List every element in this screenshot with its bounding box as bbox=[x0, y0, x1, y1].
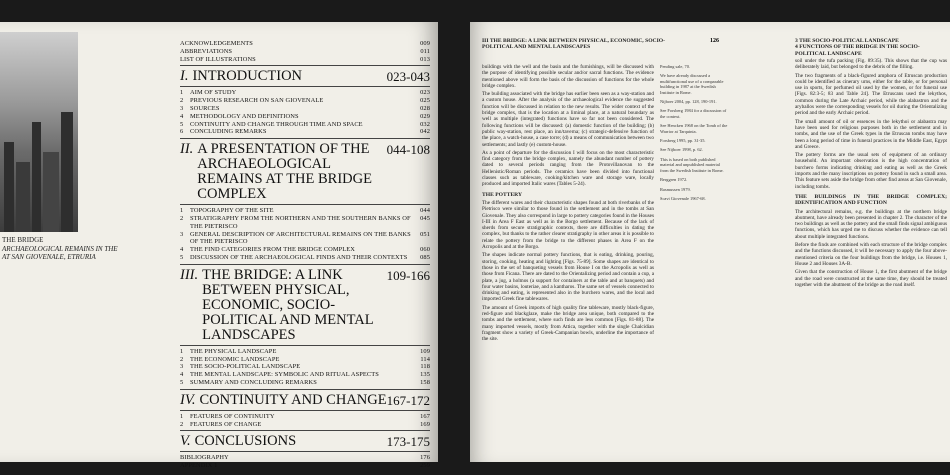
footnote: Nijboer 2004, pp. 128, 190-191. bbox=[660, 99, 717, 105]
toc-entry-title: LIST OF ILLUSTRATIONS bbox=[180, 55, 256, 63]
paragraph: Given that the construction of House 1, the first abutment of the bridge and the road were constructed at the same time, they should be treated together with the abutment of the bridge as the road itself. bbox=[795, 269, 947, 288]
toc-divider bbox=[180, 86, 430, 87]
toc-section-row bbox=[180, 356, 430, 364]
section-number: 4 bbox=[180, 112, 184, 120]
section-title: PREVIOUS RESEARCH ON SAN GIOVENALE bbox=[190, 97, 324, 105]
section-page: 044 bbox=[420, 207, 430, 215]
section-page: 109 bbox=[420, 347, 430, 355]
toc-divider bbox=[180, 345, 430, 346]
toc-section-row bbox=[180, 97, 430, 105]
footnote: Forsberg 1995, pp. 31-35. bbox=[660, 138, 706, 144]
toc-entry-title: APPENDIX 1 bbox=[180, 462, 218, 470]
toc-chapter-heading bbox=[180, 434, 430, 449]
section-number: 4 bbox=[180, 371, 184, 379]
section-title: TOPOGRAPHY OF THE SITE bbox=[190, 207, 274, 215]
column-2 bbox=[795, 58, 947, 290]
chapter-number: V. bbox=[180, 433, 191, 450]
toc-divider bbox=[180, 389, 430, 390]
section-title: METHODOLOGY AND DEFINITIONS bbox=[190, 112, 299, 120]
left-page bbox=[0, 22, 438, 470]
footnote: Rasmussen 1979. bbox=[660, 186, 691, 192]
toc-section-row bbox=[180, 413, 430, 421]
section-page: 045 bbox=[420, 214, 430, 222]
running-head-left: III THE BRIDGE: A LINK BETWEEN PHYSICAL, ECONOMIC, SOCIO-POLITICAL AND MENTAL LANDSCAPES bbox=[482, 38, 665, 51]
section-page: 042 bbox=[420, 128, 430, 136]
section-page: 032 bbox=[420, 120, 430, 128]
chapter-title: INTRODUCTION bbox=[192, 68, 303, 85]
toc-chapter-heading bbox=[180, 393, 430, 408]
section-number: 2 bbox=[180, 97, 184, 105]
section-title: CONTINUITY AND CHANGE THROUGH TIME AND SPACE bbox=[190, 120, 363, 128]
toc-section-row bbox=[180, 215, 430, 231]
paragraph: The small amount of oil or essences in the lekythoi or alabastra may have been used for religious purposes both in the settlement and in tombs, and the use of the Greek types in the Etruscan tombs may have been a long period of time in funeral practices in the Middle East, Egypt and Greece. bbox=[795, 118, 947, 150]
toc-entry-page: 259 bbox=[420, 462, 430, 470]
toc-entry-title: ACKNOWLEDGEMENTS bbox=[180, 40, 253, 47]
paragraph: Before the finds are combined with each structure of the bridge complex and the functions discussed, it will be necessary to apply the four above-mentioned criteria on the four buildings from the bridge, i.e. Houses 1, House 2 and Houses 3A-B. bbox=[795, 242, 947, 267]
section-page: 114 bbox=[420, 355, 430, 363]
section-page: 167 bbox=[420, 412, 430, 420]
section-number: 6 bbox=[180, 128, 184, 136]
toc-section-row bbox=[180, 379, 430, 387]
subheading: THE POTTERY bbox=[482, 191, 523, 198]
section-title: THE ECONOMIC LANDSCAPE bbox=[190, 355, 280, 363]
toc-section-row bbox=[180, 254, 430, 262]
toc-section-row bbox=[180, 371, 430, 379]
toc-divider bbox=[180, 264, 430, 265]
section-number: 5 bbox=[180, 253, 184, 261]
running-head-right bbox=[795, 38, 945, 57]
chapter-title: CONCLUSIONS bbox=[194, 433, 297, 450]
footnote: This is based on both published material and unpublished material from the Swedish Institute in Rome. bbox=[660, 156, 724, 173]
section-number: 3 bbox=[180, 363, 184, 371]
footnote: See Hencken 1968 on the Tomb of the Warrior at Tarquinia. bbox=[660, 123, 728, 134]
paragraph: The different wares and their characteristic shapes found at both riverbanks of the Pietrisco were similar to those found in the settlement and in the tombs at San Giovenale. They also correspond in large to pottery categories found in the Houses I-III in Area F East as well as in the Borgo settlement. Because of the lack of sherds from secure stratigraphic contexts, there are difficulties in dating the complex, but thanks to the rather clearer stratigraphy in other areas it is possible to relate the pottery from the bridge to the different phases in Area F on the Acropolis and at the Borgo. bbox=[482, 199, 654, 251]
section-page: 029 bbox=[420, 112, 430, 120]
toc-entry-title: BIBLIOGRAPHY bbox=[180, 454, 229, 462]
running-head-line: 4 FUNCTIONS OF THE BRIDGE IN THE SOCIO-POLITICAL LANDSCAPE bbox=[795, 44, 920, 57]
running-head-line: 3 THE SOCIO-POLITICAL LANDSCAPE bbox=[795, 38, 899, 44]
footnote: See Nijboer 1998, p. 62. bbox=[660, 147, 703, 153]
section-page: 023 bbox=[420, 89, 430, 97]
section-number: 5 bbox=[180, 378, 184, 386]
section-number: 4 bbox=[180, 246, 184, 254]
section-title: FEATURES OF CONTINUITY bbox=[190, 412, 275, 420]
section-title: GENERAL DESCRIPTION OF ARCHITECTURAL REMAINS ON THE BANKS OF THE PIETRISCO bbox=[190, 230, 411, 246]
footnotes-column bbox=[660, 64, 728, 205]
footnote: Pending sale, 70. bbox=[660, 64, 690, 69]
section-page: 118 bbox=[420, 363, 430, 371]
toc-divider bbox=[180, 138, 430, 139]
table-of-contents bbox=[180, 40, 430, 470]
toc-divider bbox=[180, 204, 430, 205]
section-title: STRATIGRAPHY FROM THE NORTHERN AND THE SOUTHERN BANKS OF THE PIETRISCO bbox=[190, 214, 411, 230]
toc-entry-page: 176 bbox=[420, 454, 430, 462]
book-gutter bbox=[438, 0, 470, 475]
section-page: 060 bbox=[420, 246, 430, 254]
section-number: 5 bbox=[180, 120, 184, 128]
toc-section-row bbox=[180, 207, 430, 215]
caption-line: ARCHAEOLOGICAL REMAINS IN THE bbox=[2, 244, 118, 253]
section-title: CONCLUDING REMARKS bbox=[190, 128, 267, 136]
section-page: 169 bbox=[420, 420, 430, 428]
paragraph: buildings with the well and the basin and the furnishings, will be discussed with the purpose of identifying possible secular and/or sacral functions. The evidence mentioned above will form the basis of the discussion of functions for the whole bridge complex. bbox=[482, 64, 654, 89]
toc-entry-page: 013 bbox=[420, 55, 430, 63]
chapter-number: IV. bbox=[180, 391, 196, 408]
section-number: 1 bbox=[180, 412, 184, 420]
paragraph: The two fragments of a black-figured amphora of Etruscan production could be identified as cinerary urns, either for the table, or for personal use in sports, for perfumed oil used by the women, or for funeral use [Figs. 82:3-5; 83 and Table 24]. The Etruscans used the lekythos, common during the Late Archaic period, while the alabastron and the aryballos were the corresponding vessels for oil during the Orientalizing period and the early Archaic period. bbox=[795, 72, 947, 117]
toc-entry-page: 009 bbox=[420, 40, 430, 47]
section-number: 2 bbox=[180, 420, 184, 428]
toc-section-row bbox=[180, 246, 430, 254]
toc-section-row bbox=[180, 128, 430, 136]
chapter-page-range: 173-175 bbox=[386, 434, 430, 450]
toc-chapter-heading bbox=[180, 268, 430, 343]
chapter-number: II. bbox=[180, 141, 194, 158]
paragraph: The building associated with the bridge has earlier been seen as a way-station and a custom house. After the analysis of the archaeological evidence the suggested function will be discussed in relation to the new results. The wider context of the bridge complex, that is the location at a liminal place, at a natural boundary as well as multiple (integrated) functions have so far not been considered. The following functions will be discussed: (a) domestic function of the building; (b) public way-station, rest place, an inn/taverna; (c) strategic-defensive function of the place, a watch-house, a case torre; (d) a means of communication between two settlements; and lastly (e) custom-house. bbox=[482, 91, 654, 148]
photo-caption bbox=[2, 236, 132, 262]
bridge-photo bbox=[0, 32, 78, 232]
section-title: THE FIND CATEGORIES FROM THE BRIDGE COMPLEX bbox=[190, 246, 356, 254]
footnote: Scavi Giovenale 1967-68. bbox=[660, 195, 706, 201]
toc-chapter-heading bbox=[180, 69, 430, 84]
chapter-number: I. bbox=[180, 68, 189, 85]
toc-section-row bbox=[180, 348, 430, 356]
chapter-title: THE BRIDGE: A LINK BETWEEN PHYSICAL, ECONOMIC, SOCIO-POLITICAL AND MENTAL LANDSCAPES bbox=[202, 266, 374, 343]
toc-entry-page: 011 bbox=[420, 47, 430, 55]
page-number: 126 bbox=[710, 38, 719, 44]
footnote: See Forsberg 1984 for a discussion of the context. bbox=[660, 108, 727, 119]
paragraph: As a point of departure for the discussion I will focus on the most characteristic find category from the bridge complex, namely the abundant number of pottery dated to several periods ranging from the Protovillanovan to the Hellenistic/Roman periods. The ceramics have been divided into functional classes such as tableware, cooking/kitchen ware and storage ware, locally produced and imported Italic wares (Tables 5-24). bbox=[482, 149, 654, 188]
section-page: 085 bbox=[420, 253, 430, 261]
section-title: SOURCES bbox=[190, 104, 220, 112]
chapter-number: III. bbox=[180, 266, 199, 283]
section-number: 1 bbox=[180, 347, 184, 355]
toc-entry-title: ABBREVIATIONS bbox=[180, 47, 233, 55]
chapter-title: CONTINUITY AND CHANGE bbox=[199, 391, 387, 408]
paragraph: The shapes indicate normal pottery functions, that is eating, drinking, pouring, storing, cooking, heating and lighting [Figs. 75-89]. Some shapes are identical to those in the set of banqueting vessels from House I on the Acropolis as well as those from Ficana. There are dated to the Orientalizing period and contain a cup, a plate, a jug, a holmos (a support for containers at the table and at banquets) and four water basins, louteriae, and a kantharos. The same set of vessels connected to drinking and eating, is represented also in the burchero wares, and the local and imported Greek fine tablewares. bbox=[482, 252, 654, 303]
toc-section-row bbox=[180, 89, 430, 97]
caption-line: AT SAN GIOVENALE, ETRURIA bbox=[2, 253, 96, 261]
subheading: THE BUILDINGS IN THE BRIDGE COMPLEX; IDENTIFICATION AND FUNCTION bbox=[795, 193, 947, 207]
chapter-page-range: 109-166 bbox=[386, 267, 430, 283]
section-number: 2 bbox=[180, 355, 184, 363]
section-page: 135 bbox=[420, 371, 430, 379]
toc-front-row bbox=[180, 48, 430, 56]
toc-section-row bbox=[180, 105, 430, 113]
chapter-title: A PRESENTATION OF THE ARCHAEOLOGICAL REMAINS AT THE BRIDGE COMPLEX bbox=[197, 141, 372, 203]
section-number: 3 bbox=[180, 230, 184, 238]
chapter-page-range: 167-172 bbox=[386, 392, 430, 408]
section-page: 028 bbox=[420, 104, 430, 112]
toc-back-row bbox=[180, 454, 430, 462]
section-page: 158 bbox=[420, 378, 430, 386]
toc-section-row bbox=[180, 121, 430, 129]
toc-section-row bbox=[180, 363, 430, 371]
section-title: DISCUSSION OF THE ARCHAEOLOGICAL FINDS AND THEIR CONTEXTS bbox=[190, 253, 408, 261]
toc-divider bbox=[180, 410, 430, 411]
section-title: THE MENTAL LANDSCAPE: SYMBOLIC AND RITUAL ASPECTS bbox=[190, 371, 379, 379]
toc-divider bbox=[180, 451, 430, 452]
section-number: 3 bbox=[180, 104, 184, 112]
footnote: Berggren 1972. bbox=[660, 177, 688, 183]
toc-back-row bbox=[180, 462, 430, 470]
caption-line: THE BRIDGE bbox=[2, 236, 44, 244]
section-number: 1 bbox=[180, 207, 184, 215]
toc-chapter-heading bbox=[180, 142, 430, 202]
chapter-page-range: 023-043 bbox=[386, 69, 430, 85]
section-number: 2 bbox=[180, 214, 184, 222]
paragraph: The pottery forms are the usual sets of equipment of an ordinary household. An important observation is the high concentration of burchero forms indicating drinking and eating as well as the Greek imports and the many inscriptions on pottery found in such a small area. This feature sets aside the bridge from other find areas at San Giovenale, including tombs. bbox=[795, 152, 947, 190]
footnote: We have already discussed a multifunctional use of a comparable building in 1987 at the Swedish Institute in Rome. bbox=[660, 73, 724, 95]
toc-section-row bbox=[180, 231, 430, 247]
paragraph: soil under the tufa packing (Fig. 89:35). This shows that the cup was deliberately laid, but belonged to the debris of the filling. bbox=[795, 58, 947, 71]
paragraph: The architectural remains, e.g. the buildings at the northern bridge abutment, have already been presented in chapter 2. The character of the two buildings as well as the pottery and the small finds signal ambiguous functions, which has urged me to discuss whether the evidence can tell about multiple integrated functions. bbox=[795, 208, 947, 240]
chapter-page-range: 044-108 bbox=[386, 142, 430, 158]
toc-section-row bbox=[180, 113, 430, 121]
section-title: SUMMARY AND CONCLUDING REMARKS bbox=[190, 378, 317, 386]
column-1 bbox=[482, 64, 654, 344]
section-number: 1 bbox=[180, 89, 184, 97]
right-page bbox=[470, 22, 950, 462]
toc-divider bbox=[180, 430, 430, 431]
section-page: 025 bbox=[420, 97, 430, 105]
toc-section-row bbox=[180, 421, 430, 429]
section-title: FEATURES OF CHANGE bbox=[190, 420, 262, 428]
section-title: AIM OF STUDY bbox=[190, 89, 237, 97]
toc-front-row bbox=[180, 56, 430, 64]
paragraph: The amount of Greek imports of high quality fine tableware, mostly black-figure, red-figure and blackglaze, make the bridge area unique, both compared to the tombs and the settlement, where such finds are less common [Figs. 81-88]. The many imported vessels, mostly from Attica, together with the single Chalcidian fragment show a variety of Greek-Campanian bowls, underline the importance of the site. bbox=[482, 304, 654, 343]
section-title: THE PHYSICAL LANDSCAPE bbox=[190, 347, 277, 355]
toc-front-row bbox=[180, 40, 430, 48]
toc-divider bbox=[180, 65, 430, 66]
section-page: 051 bbox=[420, 230, 430, 238]
section-title: THE SOCIO-POLITICAL LANDSCAPE bbox=[190, 363, 301, 371]
